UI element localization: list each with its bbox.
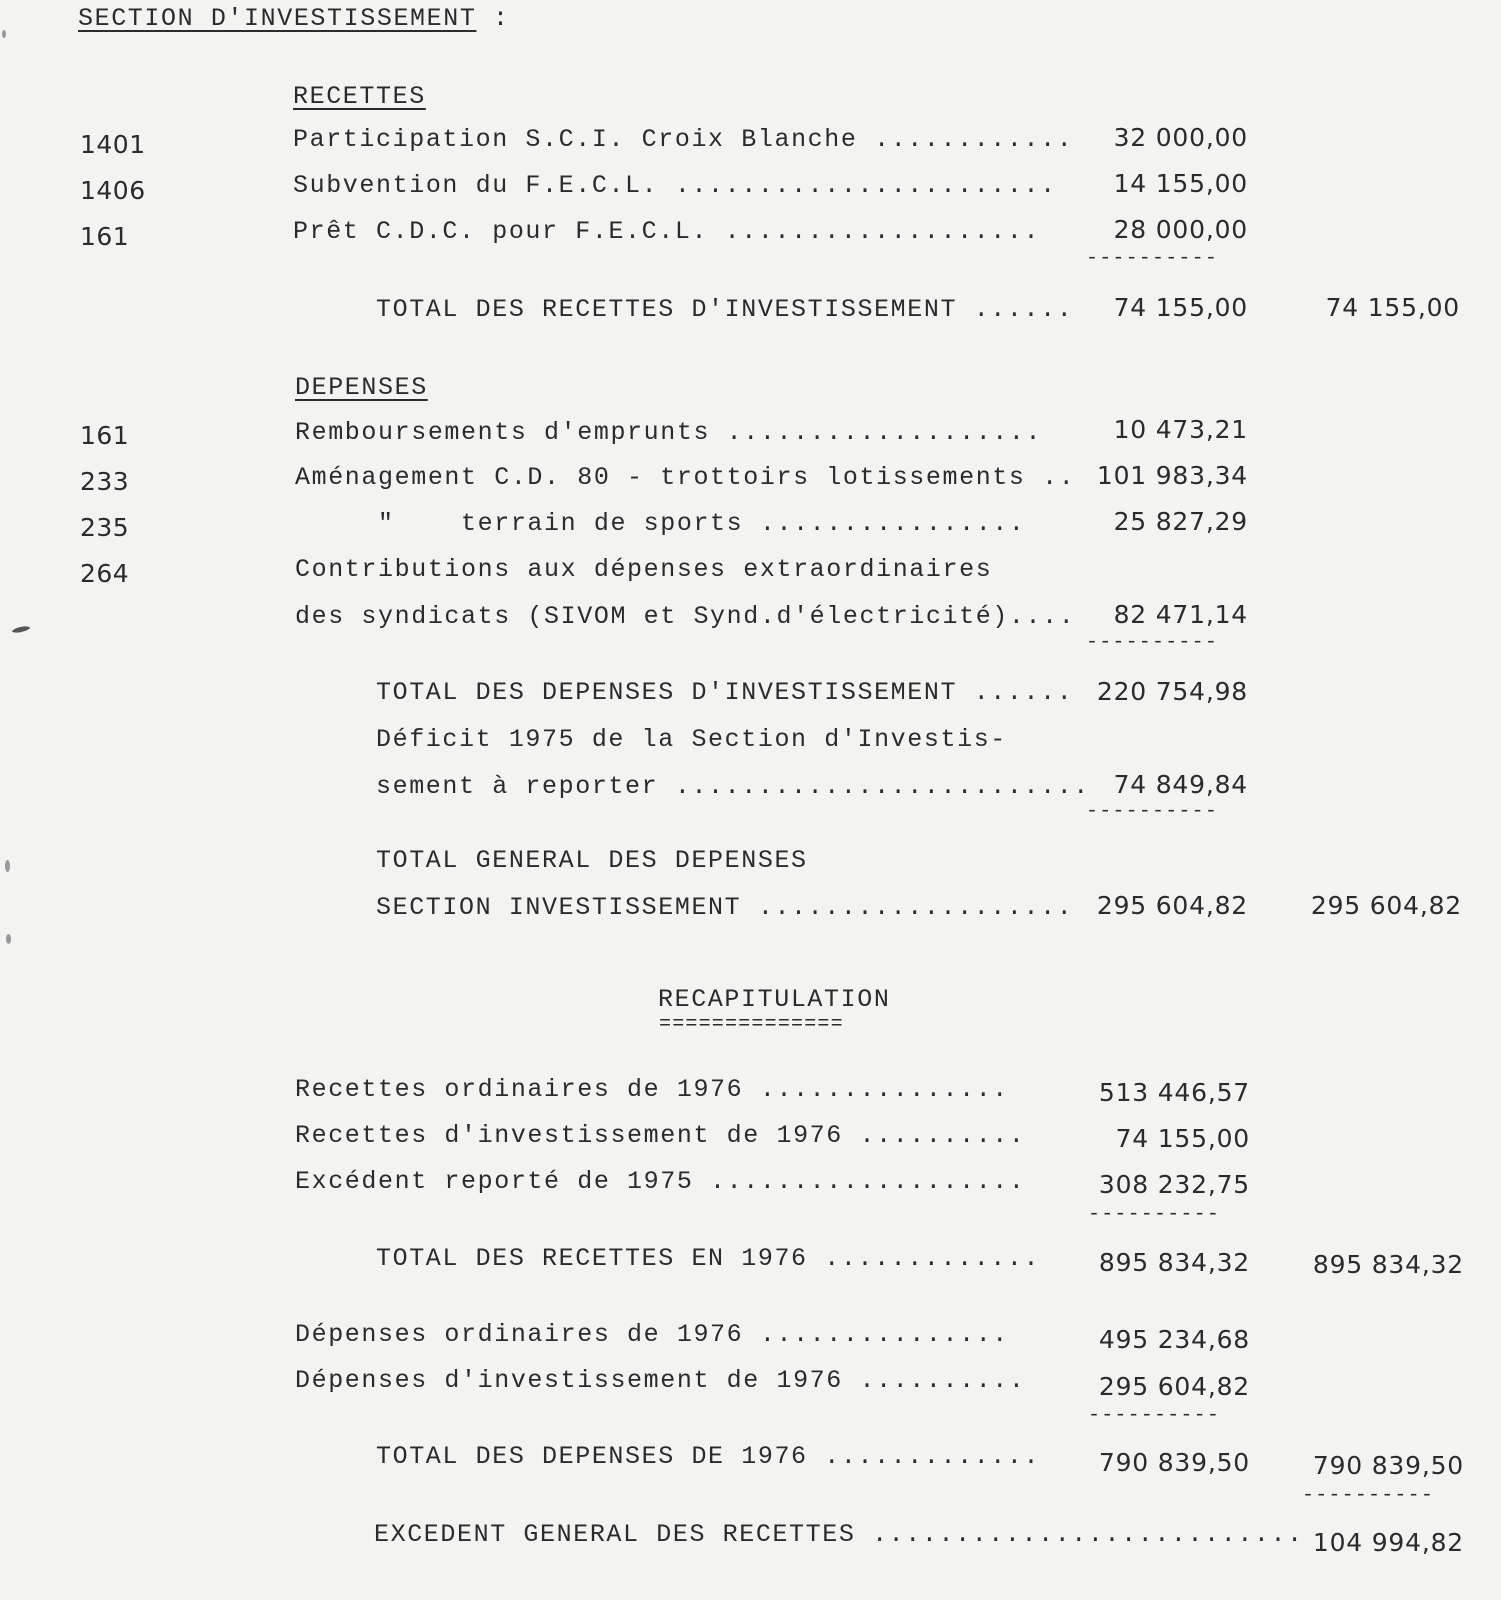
depenses-row-code: 233: [80, 467, 130, 496]
depenses-row-label: Remboursements d'emprunts ...................: [295, 418, 1043, 447]
recap-recettes-amount: 74 155,00: [1115, 1124, 1250, 1153]
total-depenses-investissement-amount: 220 754,98: [1096, 677, 1248, 706]
depenses-row-code: 161: [80, 421, 130, 450]
recap-recettes-label: Recettes ordinaires de 1976 ...............: [295, 1075, 1009, 1104]
section-title: SECTION D'INVESTISSEMENT: [78, 4, 477, 33]
depenses-row-label: Aménagement C.D. 80 - trottoirs lotissements ..: [295, 463, 1076, 492]
depenses-row-amount: 82 471,14: [1113, 600, 1248, 629]
total-general-depenses-amount: 295 604,82: [1096, 891, 1248, 920]
recettes-row-label: Subvention du F.E.C.L. .......................: [293, 171, 1057, 200]
total-recettes-investissement-right: 74 155,00: [1325, 293, 1460, 322]
depenses-row-label: Contributions aux dépenses extraordinaires: [295, 555, 993, 584]
total-recettes-1976-label: TOTAL DES RECETTES EN 1976 .............: [376, 1244, 1041, 1273]
recap-heading: RECAPITULATION: [658, 985, 891, 1014]
recettes-row-code: 161: [80, 222, 130, 251]
recap-heading-rule: ==============: [659, 1013, 844, 1036]
recettes-row-label: Prêt C.D.C. pour F.E.C.L. ...................: [293, 217, 1041, 246]
rule: ----------: [1302, 1484, 1435, 1507]
recettes-row-amount: 32 000,00: [1113, 123, 1248, 152]
recap-recettes-label: Excédent reporté de 1975 ...................: [295, 1167, 1026, 1196]
total-depenses-1976-amount: 790 839,50: [1098, 1448, 1250, 1477]
excedent-general-amount: 104 994,82: [1312, 1528, 1464, 1557]
recettes-row-code: 1406: [80, 176, 146, 205]
ink-smudge: [2, 30, 6, 38]
recettes-heading: RECETTES: [293, 82, 426, 111]
ink-smudge: [12, 625, 31, 634]
total-general-depenses-right: 295 604,82: [1310, 891, 1462, 920]
rule: ----------: [1088, 1404, 1221, 1427]
rule: ----------: [1086, 631, 1219, 654]
total-recettes-1976-amount: 895 834,32: [1098, 1248, 1250, 1277]
recap-recettes-amount: 513 446,57: [1098, 1078, 1250, 1107]
recap-recettes-label: Recettes d'investissement de 1976 ..........: [295, 1121, 1026, 1150]
excedent-general-label: EXCEDENT GENERAL DES RECETTES ..........................: [374, 1520, 1304, 1549]
deficit-label-line2: sement à reporter .........................: [376, 772, 1090, 801]
total-depenses-1976-label: TOTAL DES DEPENSES DE 1976 .............: [376, 1442, 1041, 1471]
recettes-row-code: 1401: [80, 130, 146, 159]
section-title-colon: :: [493, 4, 510, 33]
total-recettes-investissement-label: TOTAL DES RECETTES D'INVESTISSEMENT ......: [376, 295, 1074, 324]
rule: ----------: [1086, 800, 1219, 823]
total-general-depenses-line2: SECTION INVESTISSEMENT ...................: [376, 893, 1074, 922]
depenses-row-amount: 25 827,29: [1113, 507, 1248, 536]
recettes-row-label: Participation S.C.I. Croix Blanche ............: [293, 125, 1074, 154]
recap-depenses-amount: 495 234,68: [1098, 1325, 1250, 1354]
depenses-row-code: 235: [80, 513, 130, 542]
ink-smudge: [5, 860, 10, 872]
depenses-heading: DEPENSES: [295, 373, 428, 402]
recap-recettes-amount: 308 232,75: [1098, 1170, 1250, 1199]
depenses-row-label: " terrain de sports ................: [295, 509, 1026, 538]
recap-depenses-label: Dépenses d'investissement de 1976 ..........: [295, 1366, 1026, 1395]
total-recettes-1976-right: 895 834,32: [1312, 1250, 1464, 1279]
recap-depenses-amount: 295 604,82: [1098, 1372, 1250, 1401]
ink-smudge: [6, 934, 11, 944]
depenses-row-amount: 10 473,21: [1113, 415, 1248, 444]
recettes-row-amount: 28 000,00: [1113, 215, 1248, 244]
rule: ----------: [1086, 247, 1219, 270]
total-general-depenses-line1: TOTAL GENERAL DES DEPENSES: [376, 846, 808, 875]
total-recettes-investissement-amount: 74 155,00: [1113, 293, 1248, 322]
total-depenses-1976-right: 790 839,50: [1312, 1451, 1464, 1480]
rule: ----------: [1088, 1203, 1221, 1226]
depenses-row-label: des syndicats (SIVOM et Synd.d'électricité)....: [295, 602, 1076, 631]
total-depenses-investissement-label: TOTAL DES DEPENSES D'INVESTISSEMENT ......: [376, 678, 1074, 707]
depenses-row-code: 264: [80, 559, 130, 588]
recettes-row-amount: 14 155,00: [1113, 169, 1248, 198]
deficit-amount: 74 849,84: [1113, 770, 1248, 799]
deficit-label-line1: Déficit 1975 de la Section d'Investis-: [376, 725, 1007, 754]
depenses-row-amount: 101 983,34: [1096, 461, 1248, 490]
recap-depenses-label: Dépenses ordinaires de 1976 ...............: [295, 1320, 1009, 1349]
